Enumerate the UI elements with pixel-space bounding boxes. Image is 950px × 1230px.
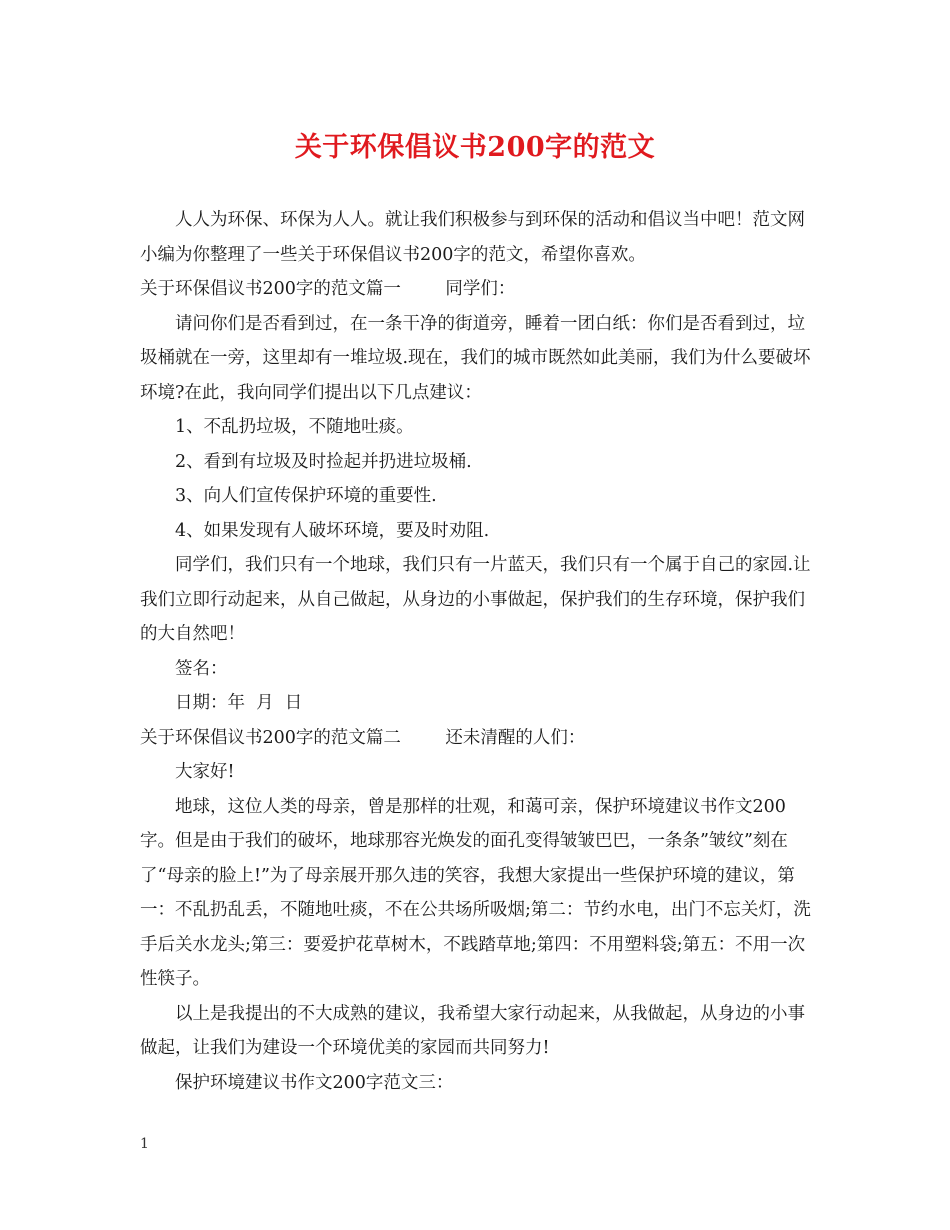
section-2-heading: 关于环保倡议书200字的范文篇二 还未清醒的人们： [140, 727, 586, 748]
document-body [140, 203, 812, 1100]
intro-paragraph: 人人为环保、环保为人人。就让我们积极参与到环保的活动和倡议当中吧！范文网小编为你整理了一些关于环保倡议书200字的范文，希望你喜欢。 [140, 210, 805, 265]
section-1-item-1: 1、不乱扔垃圾，不随地吐痰。 [175, 417, 414, 437]
section-2-paragraph-2: 以上是我提出的不大成熟的建议，我希望大家行动起来，从我做起，从身边的小事做起，让我们为建设一个环境优美的家园而共同努力! [140, 1003, 805, 1058]
section-1-paragraph-1: 请问你们是否看到过，在一条干净的街道旁，睡着一团白纸：你们是否看到过，垃圾桶就在一旁，这里却有一堆垃圾.现在，我们的城市既然如此美丽，我们为什么要破坏环境?在此，我向同学们提出以下几点建议： [140, 313, 811, 403]
section-1-item-3: 3、向人们宣传保护环境的重要性. [175, 486, 437, 506]
section-1-heading: 关于环保倡议书200字的范文篇一 同学们： [140, 279, 516, 299]
document-title: 关于环保倡议书200字的范文 [294, 132, 656, 163]
section-1-item-4: 4、如果发现有人破坏环境，要及时劝阻. [175, 520, 490, 541]
section-1-signature: 签名： [175, 658, 228, 679]
section-1-item-2: 2、看到有垃圾及时捡起并扔进垃圾桶. [175, 451, 472, 472]
page-number: 1 [140, 1136, 149, 1152]
section-1-paragraph-2: 同学们，我们只有一个地球，我们只有一片蓝天，我们只有一个属于自己的家园.让我们立即行动起来，从自己做起，从身边的小事做起，保护我们的生存环境，保护我们的大自然吧！ [140, 555, 811, 644]
section-1-date: 日期：年 月 日 [175, 693, 303, 713]
section-2-paragraph-3: 保护环境建议书作文200字范文三： [175, 1072, 454, 1093]
section-2-paragraph-1: 地球，这位人类的母亲，曾是那样的壮观，和蔼可亲，保护环境建议书作文200字。但是由于我们的破坏，地球那容光焕发的面孔变得皱皱巴巴，一条条”皱纹”刻在了“母亲的脸上!”为了母亲展开那久违的笑容，我想大家提出一些保护环境的建议，第一：不乱扔乱丢，不随地吐痰，不在公共场所吸烟;第二：节约水电，出门不忘关灯，洗手后关水龙头;第三：要爱护花草树木，不践踏草地;第四：不用塑料袋;第五：不用一次性筷子。 [140, 796, 811, 989]
section-2-greeting: 大家好! [175, 762, 235, 782]
